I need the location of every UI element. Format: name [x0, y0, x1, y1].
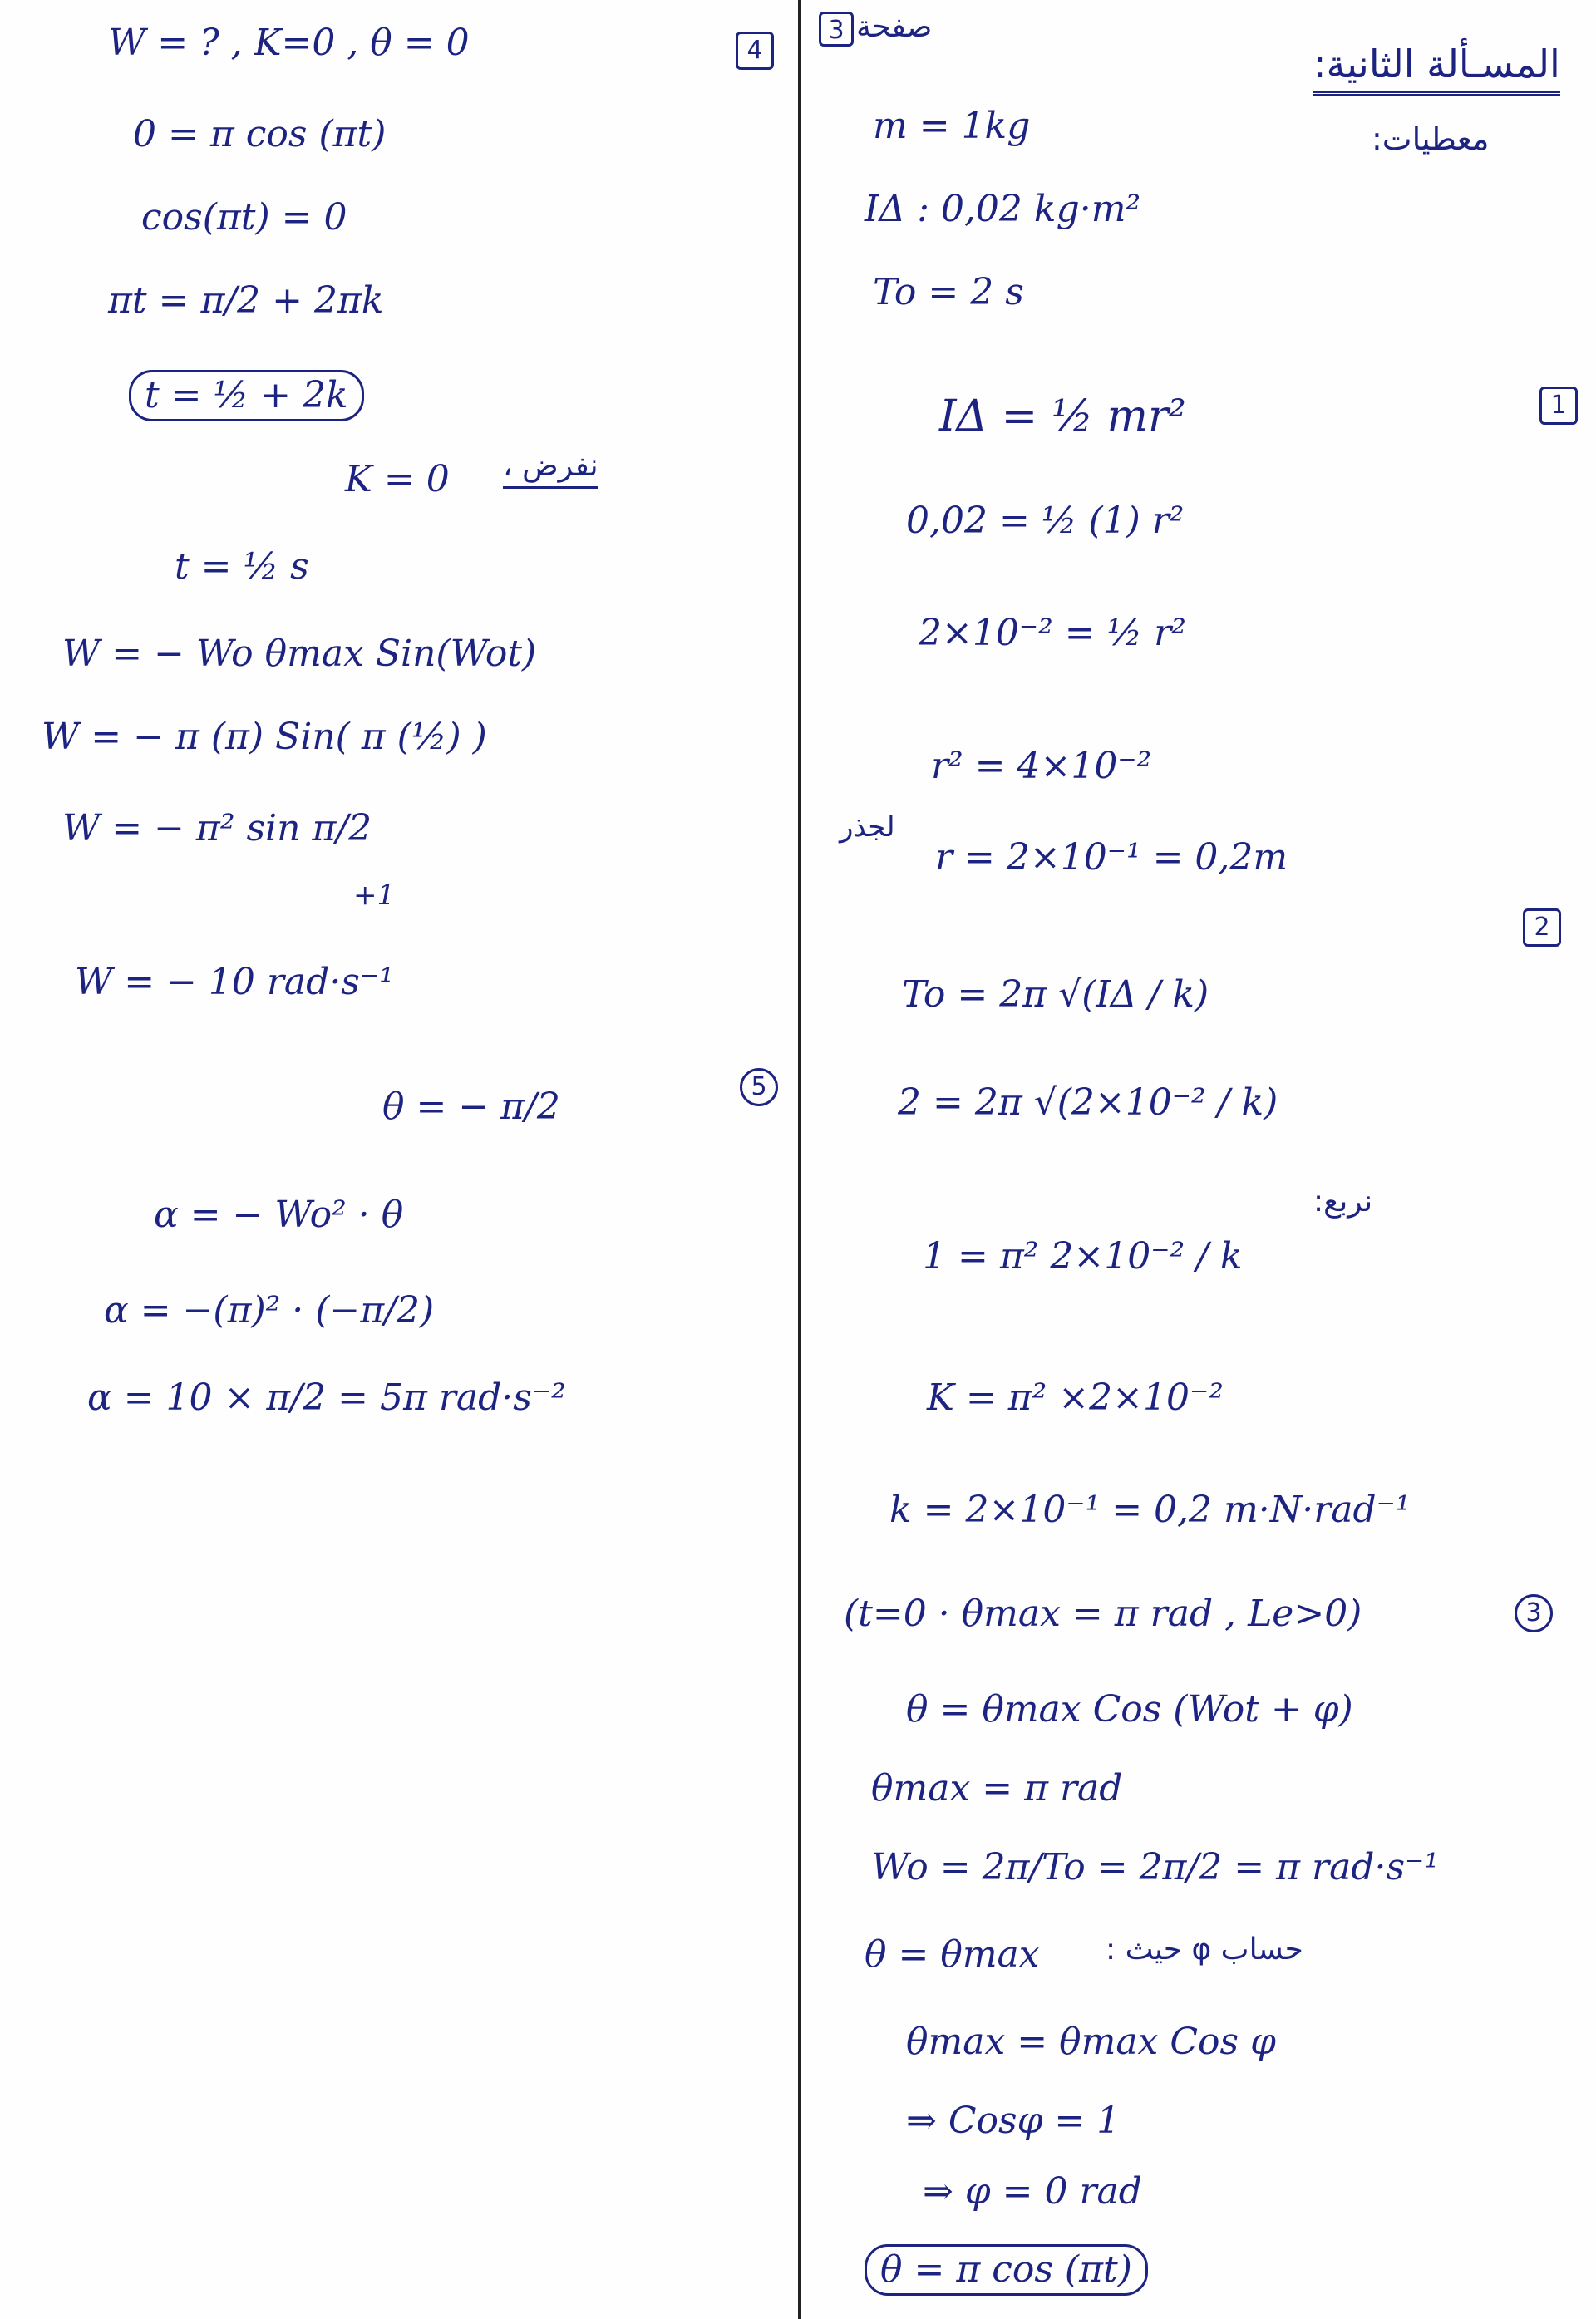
part1-line5: r = 2×10⁻¹ = 0,2m — [935, 836, 1288, 879]
part3-result: θ = π cos (πt) — [864, 2244, 1148, 2296]
part4-line3: cos(πt) = 0 — [141, 196, 347, 239]
part5-line3: α = −(π)² · (−π/2) — [104, 1289, 435, 1332]
given-period: To = 2 s — [873, 271, 1024, 313]
part4-line6: K = 0 — [345, 458, 450, 500]
part5-line2: α = − Wo² · θ — [154, 1194, 404, 1236]
part4-line7: t = ½ s — [175, 545, 309, 588]
part4-boxed-t: t = ½ + 2k — [129, 370, 364, 421]
part3-number: 3 — [1515, 1594, 1553, 1632]
part4-line10: W = − π² sin π/2 — [62, 807, 372, 849]
part2-line2: 2 = 2π √(2×10⁻² / k) — [898, 1081, 1278, 1124]
part2-line4: K = π² ×2×10⁻² — [927, 1376, 1224, 1419]
part3-line7: ⇒ Cosφ = 1 — [906, 2100, 1121, 2142]
part5-line1: θ = − π/2 — [382, 1086, 560, 1128]
root-note: لجذر — [840, 810, 895, 844]
given-inertia: IΔ : 0,02 kg·m² — [864, 188, 1141, 230]
part1-line1: IΔ = ½ mr² — [939, 391, 1186, 441]
part3-line8: ⇒ φ = 0 rad — [923, 2170, 1142, 2213]
part3-line2: θ = θmax Cos (Wot + φ) — [906, 1688, 1353, 1731]
part4-line4: πt = π/2 + 2πk — [108, 279, 384, 322]
part4-line12: W = − 10 rad·s⁻¹ — [75, 961, 394, 1003]
part3-line4: Wo = 2π/To = 2π/2 = π rad·s⁻¹ — [871, 1846, 1439, 1888]
page-number-box: 3 — [819, 12, 854, 47]
part4-line2: 0 = π cos (πt) — [133, 113, 387, 155]
part2-line3: 1 = π² 2×10⁻² / k — [923, 1235, 1243, 1278]
assume-note: نفرض ، — [503, 449, 598, 489]
page-label: صفحة — [856, 10, 933, 44]
part1-line3: 2×10⁻² = ½ r² — [919, 612, 1186, 654]
square-note: نربع: — [1313, 1184, 1373, 1219]
part1-line4: r² = 4×10⁻² — [931, 745, 1152, 787]
part4-sin-value: +1 — [353, 879, 396, 912]
part3-line3: θmax = π rad — [871, 1767, 1123, 1809]
part1-line2: 0,02 = ½ (1) r² — [906, 500, 1185, 542]
part5-line4: α = 10 × π/2 = 5π rad·s⁻² — [87, 1376, 566, 1419]
column-divider — [798, 0, 801, 2319]
part4-line9: W = − π (π) Sin( π (½) ) — [42, 716, 487, 758]
phase-note: حساب φ حيث : — [1106, 1932, 1303, 1967]
part2-line5: k = 2×10⁻¹ = 0,2 m·N·rad⁻¹ — [889, 1489, 1411, 1531]
part3-line1: (t=0 · θmax = π rad , Le>0) — [844, 1593, 1362, 1635]
part3-line5: θ = θmax — [864, 1933, 1040, 1976]
part5-number: 5 — [740, 1068, 778, 1106]
part1-number: 1 — [1539, 386, 1578, 425]
part4-line1: W = ? , K=0 , θ = 0 — [108, 22, 470, 64]
part2-number: 2 — [1523, 908, 1561, 947]
part3-line6: θmax = θmax Cos φ — [906, 2021, 1276, 2063]
given-mass: m = 1kg — [873, 105, 1031, 147]
part2-line1: To = 2π √(IΔ / k) — [902, 973, 1209, 1016]
part4-line8: W = − Wo θmax Sin(Wot) — [62, 633, 537, 675]
problem-title: المسـألة الثانية: — [1313, 42, 1560, 96]
part4-number: 4 — [736, 32, 774, 70]
given-label: معطيات: — [1372, 121, 1490, 157]
